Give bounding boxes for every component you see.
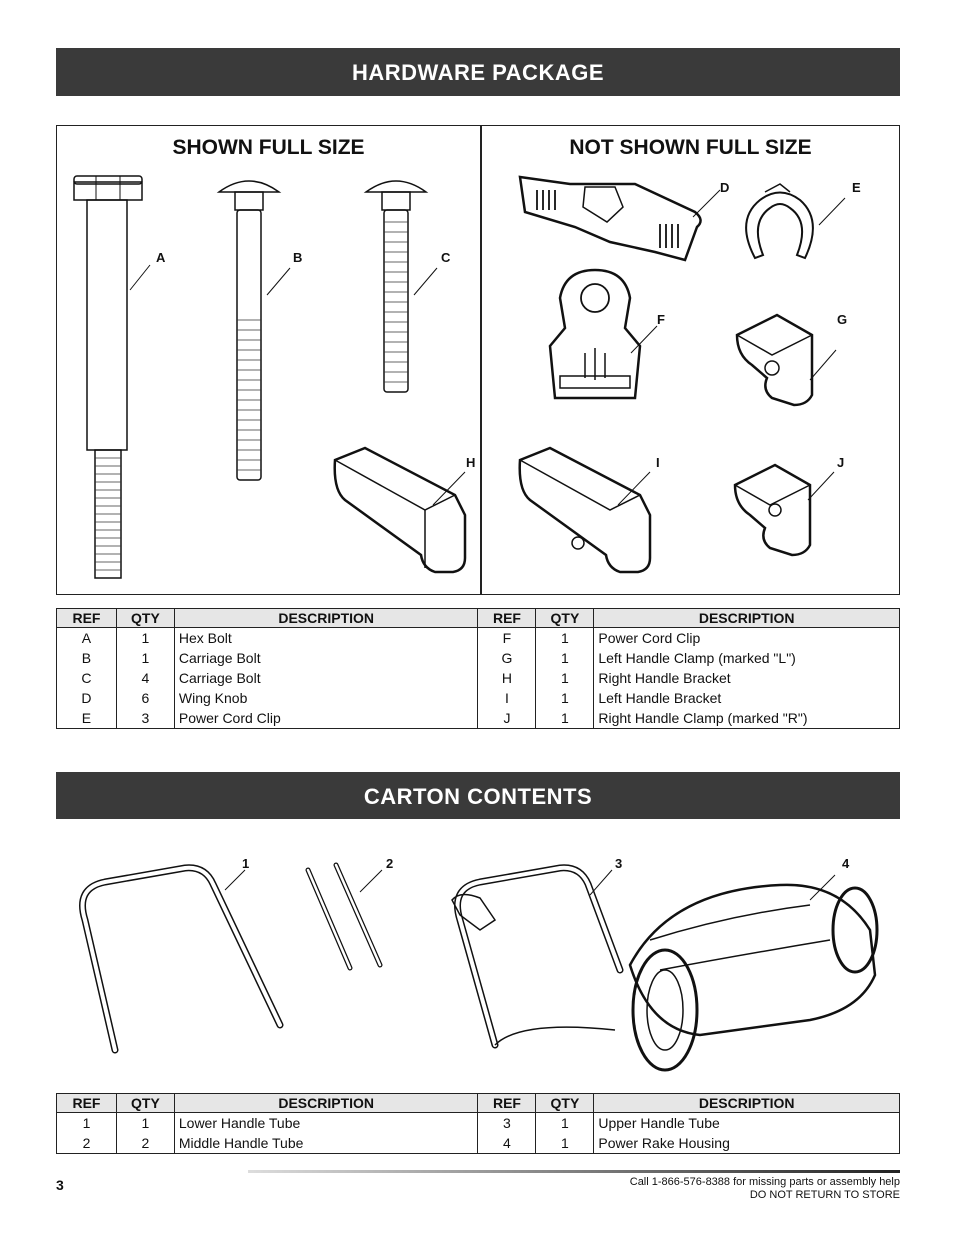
label-f: F [657,312,665,327]
hardware-parts-table [56,608,900,729]
header-qty: QTY [116,609,174,628]
footer-help-text [630,1176,900,1202]
cell-qty: 1 [536,1133,594,1154]
header-description: DESCRIPTION [174,609,478,628]
return-line: DO NOT RETURN TO STORE [749,1189,900,1201]
cell-qty: 1 [536,628,594,649]
table-row [57,628,900,649]
parts-box-divider [480,126,482,594]
cell-qty: 1 [116,1113,174,1134]
power-rake-housing-illustration [610,860,890,1080]
cell-description: Right Handle Clamp (marked "R") [594,708,900,729]
cell-description: Lower Handle Tube [174,1113,478,1134]
label-j: J [837,455,845,470]
cell-description: Power Rake Housing [594,1133,900,1154]
label-i: I [656,455,660,470]
label-4: 4 [842,856,850,871]
header-ref: REF [478,609,536,628]
carton-contents-table [56,1093,900,1154]
cell-description: Carriage Bolt [174,648,478,668]
carriage-bolt-c-illustration [362,170,452,400]
cell-description: Hex Bolt [174,628,478,649]
cell-ref: J [478,708,536,729]
header-qty: QTY [116,1094,174,1113]
cell-description: Left Handle Bracket [594,688,900,708]
table-row [57,688,900,708]
table-row [57,1133,900,1154]
cell-qty: 6 [116,688,174,708]
help-line: Call 1-866-576-8388 for missing parts or assembly help [629,1176,900,1188]
wing-knob-illustration [515,172,725,267]
header-ref: REF [57,609,117,628]
cell-ref: H [478,668,536,688]
cell-description: Wing Knob [174,688,478,708]
cell-ref: A [57,628,117,649]
cell-ref: B [57,648,117,668]
cell-qty: 4 [116,668,174,688]
footer-rule [248,1170,900,1173]
cell-description: Power Cord Clip [594,628,900,649]
cell-ref: 2 [57,1133,117,1154]
cell-qty: 1 [116,628,174,649]
shown-full-size-title: SHOWN FULL SIZE [172,136,365,159]
middle-handle-tubes-illustration [300,860,390,975]
cell-qty: 2 [116,1133,174,1154]
not-shown-full-size-title: NOT SHOWN FULL SIZE [569,136,812,159]
cell-ref: G [478,648,536,668]
table-row [57,648,900,668]
cell-description: Carriage Bolt [174,668,478,688]
label-b: B [293,250,303,265]
cell-ref: D [57,688,117,708]
header-qty: QTY [536,1094,594,1113]
label-h: H [466,455,476,470]
label-a: A [156,250,166,265]
label-g: G [837,312,848,327]
cell-ref: 4 [478,1133,536,1154]
header-description: DESCRIPTION [594,1094,900,1113]
header-description: DESCRIPTION [594,609,900,628]
table-header-row [57,609,900,628]
cell-description: Power Cord Clip [174,708,478,729]
table-header-row [57,1094,900,1113]
cell-ref: C [57,668,117,688]
hardware-package-banner: HARDWARE PACKAGE [56,48,900,96]
cell-qty: 1 [536,1113,594,1134]
page-number: 3 [56,1177,64,1193]
header-description: DESCRIPTION [174,1094,478,1113]
table-row [57,1113,900,1134]
cell-description: Upper Handle Tube [594,1113,900,1134]
carriage-bolt-b-illustration [215,170,305,490]
label-3: 3 [615,856,623,871]
right-handle-bracket-illustration [325,440,475,580]
cell-ref: 3 [478,1113,536,1134]
header-qty: QTY [536,609,594,628]
cell-qty: 1 [536,688,594,708]
cell-qty: 3 [116,708,174,729]
label-e: E [852,180,861,195]
header-ref: REF [57,1094,117,1113]
cell-ref: F [478,628,536,649]
carton-contents-banner: CARTON CONTENTS [56,772,900,819]
table-row [57,708,900,729]
power-cord-clip-e-illustration [735,180,855,270]
lower-handle-tube-illustration [65,860,295,1055]
cell-qty: 1 [116,648,174,668]
header-ref: REF [478,1094,536,1113]
cell-description: Left Handle Clamp (marked "L") [594,648,900,668]
cell-ref: E [57,708,117,729]
power-cord-clip-f-illustration [545,268,685,408]
cell-qty: 1 [536,648,594,668]
right-handle-clamp-illustration [730,460,860,560]
cell-description: Right Handle Bracket [594,668,900,688]
cell-qty: 1 [536,708,594,729]
label-d: D [720,180,730,195]
hex-bolt-illustration [72,170,152,590]
label-1: 1 [242,856,250,871]
cell-ref: I [478,688,536,708]
label-c: C [441,250,451,265]
table-row [57,668,900,688]
cell-ref: 1 [57,1113,117,1134]
cell-description: Middle Handle Tube [174,1133,478,1154]
label-2: 2 [386,856,394,871]
cell-qty: 1 [536,668,594,688]
